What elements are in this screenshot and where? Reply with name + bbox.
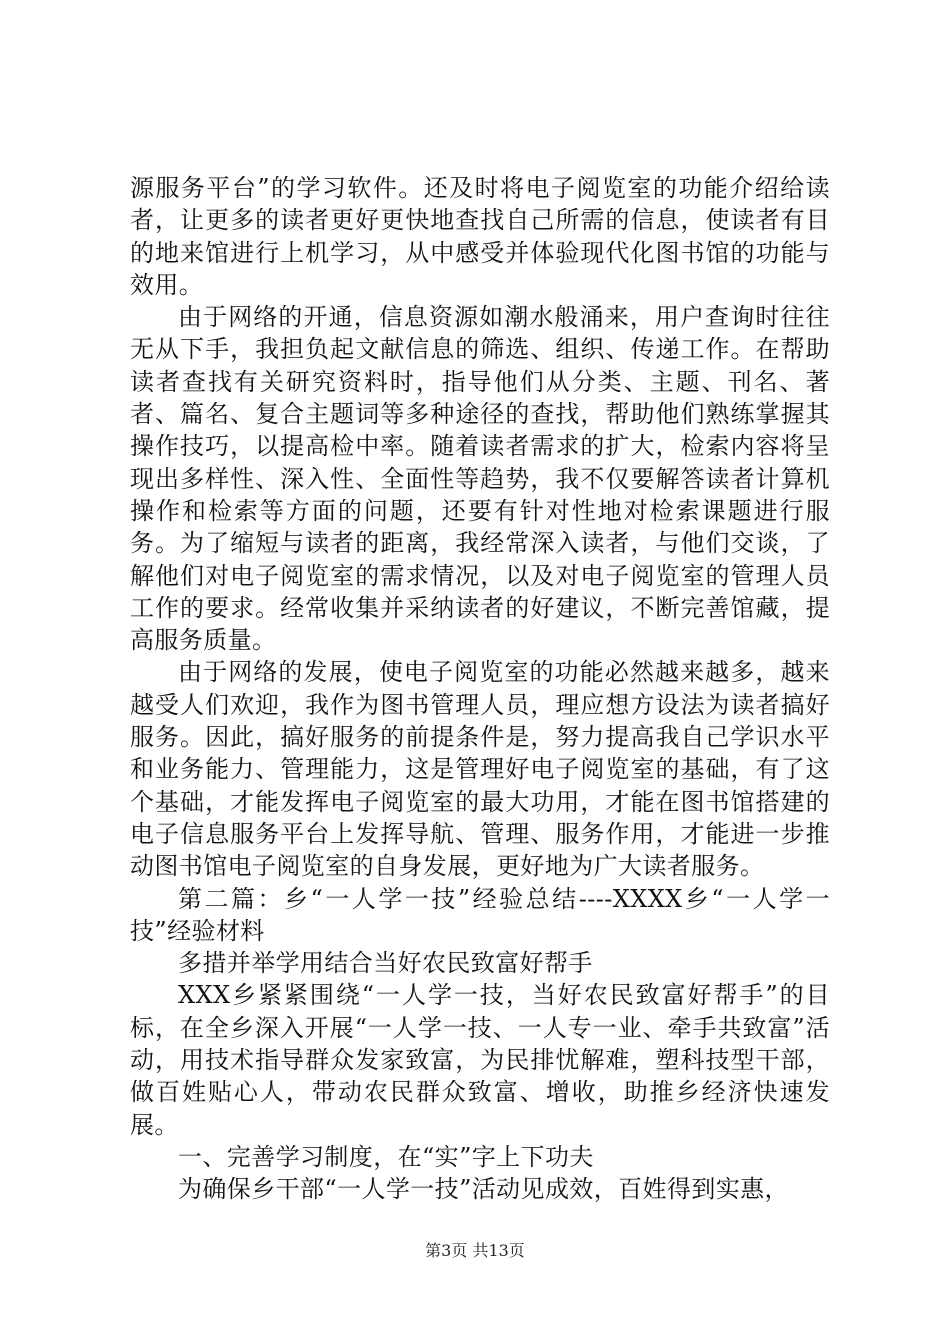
paragraph-network-development: 由于网络的发展，使电子阅览室的功能必然越来越多，越来越受人们欢迎，我作为图书管理人员，理应想方设法为读者搞好服务。因此，搞好服务的前提条件是，努力提高我自己学识水平和业务能力、管理能力，这是管理好电子阅览室的基础，有了这个基础，才能发挥电子阅览室的最大功用，才能在图书馆搭建的电子信息服务平台上发挥导航、管理、服务作用，才能进一步推动图书馆电子阅览室的自身发展，更好地为广大读者服务。 bbox=[130, 658, 830, 881]
page-footer bbox=[0, 1241, 950, 1261]
paragraph-ensure-results: 为确保乡干部“一人学一技”活动见成效，百姓得到实惠， bbox=[178, 1175, 789, 1204]
subtitle: 多措并举学用结合当好农民致富好帮手 bbox=[178, 949, 593, 978]
body-text bbox=[130, 172, 830, 1206]
section-heading-part-two: 第二篇：乡“一人学一技”经验总结----XXXX乡“一人学一技”经验材料 bbox=[130, 884, 830, 945]
paragraph-continuation: 源服务平台”的学习软件。还及时将电子阅览室的功能介绍给读者，让更多的读者更好更快地查找自己所需的信息，使读者有目的地来馆进行上机学习，从中感受并体验现代化图书馆的功能与效用。 bbox=[130, 174, 830, 299]
page-number: 第3页 共13页 bbox=[425, 1241, 525, 1260]
paragraph-network-opening: 由于网络的开通，信息资源如潮水般涌来，用户查询时往往无从下手，我担负起文献信息的筛选、组织、传递工作。在帮助读者查找有关研究资料时，指导他们从分类、主题、刊名、著者、篇名、复合主题词等多种途径的查找，帮助他们熟练掌握其操作技巧，以提高检中率。随着读者需求的扩大，检索内容将呈现出多样性、深入性、全面性等趋势，我不仅要解答读者计算机操作和检索等方面的问题，还要有针对性地对检索课题进行服务。为了缩短与读者的距离，我经常深入读者，与他们交谈，了解他们对电子阅览室的需求情况，以及对电子阅览室的管理人员工作的要求。经常收集并采纳读者的好建议，不断完善馆藏，提高服务质量。 bbox=[130, 303, 830, 655]
paragraph-township-goal: XXX乡紧紧围绕“一人学一技，当好农民致富好帮手”的目标，在全乡深入开展“一人学一技、一人专一业、牵手共致富”活动，用技术指导群众发家致富，为民排忧解难，塑科技型干部，做百姓贴心人，带动农民群众致富、增收，助推乡经济快速发展。 bbox=[130, 981, 830, 1139]
section-heading-one: 一、完善学习制度，在“实”字上下功夫 bbox=[178, 1142, 594, 1171]
